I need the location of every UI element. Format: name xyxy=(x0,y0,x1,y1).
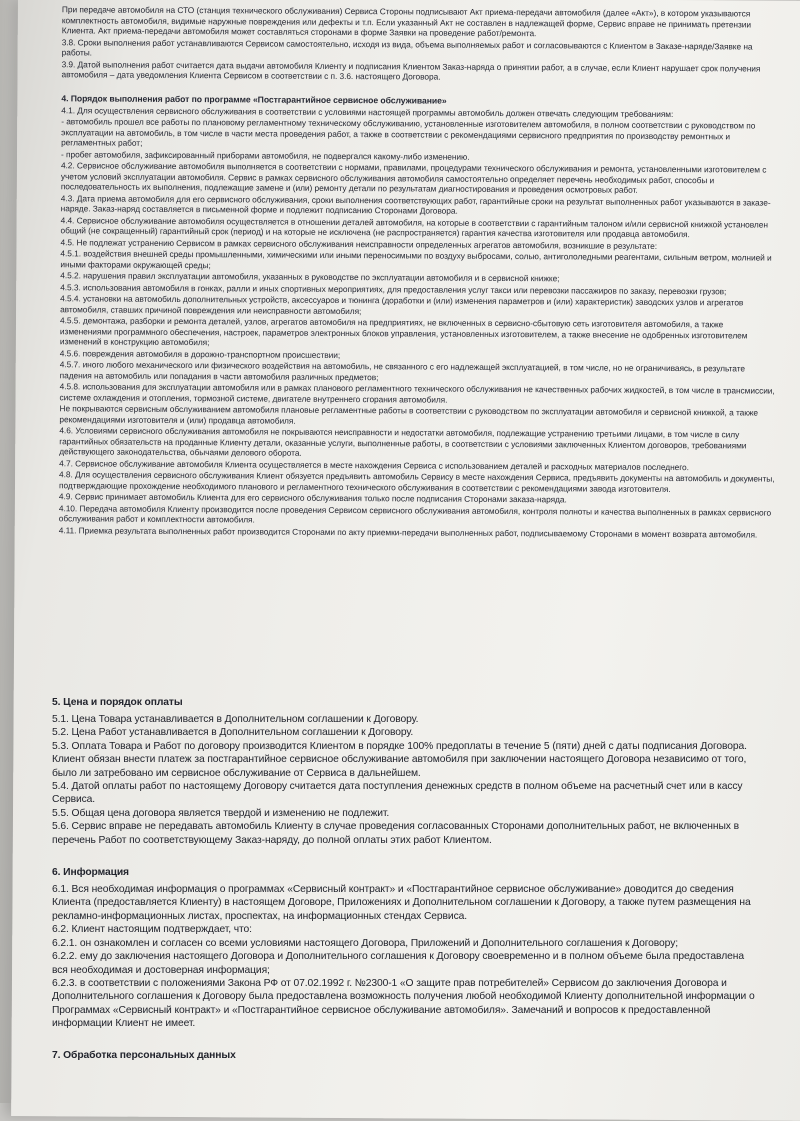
paragraph: 6.2. Клиент настоящим подтверждает, что: xyxy=(52,924,252,936)
paragraph: 4.11. Приемка результата выполненных работ производится Сторонами по акту приемки-передачи выполненных работ, подписываемому Сторонами в момент возврата автомобиля. xyxy=(58,524,758,540)
section-4-heading: 4. Порядок выполнения работ по программе «Постгарантийное сервисное обслуживание» xyxy=(61,92,447,106)
lower-text-block xyxy=(52,696,762,1066)
paragraph: 4.5.1. воздействия внешней среды промышленными, химическими или иными переносимыми по воздуху выбросами, солью, антигололедными реагентами, сильным ветром, молнией и иными факторами окружающей среды; xyxy=(60,248,772,270)
section-4-body xyxy=(59,105,778,540)
paragraph: 4.5. Не подлежат устранению Сервисом в рамках сервисного обслуживания неисправности определенных агрегатов автомобиля, возникшие в результате: xyxy=(60,236,658,251)
paragraph: 4.5.5. демонтажа, разборки и ремонта деталей, узлов, агрегатов автомобиля на предприятиях, не включенных в сервисно-сбытовую сеть изготовителя автомобиля, а также изменениями программного обеспечения, настроек, параметров электронных блоков управления, установленных изготовителем, а также внесение не одобренных изготовителем изменений в конструкцию автомобиля; xyxy=(59,315,748,348)
section-5 xyxy=(52,696,762,847)
paragraph: - пробег автомобиля, зафиксированный приборами автомобиля, не подвергался какому-либо изменению. xyxy=(61,148,470,162)
paragraph: 5.6. Сервис вправе не передавать автомобиль Клиенту в случае проведения согласованных Сторонами дополнительных работ, не включенных в перечень Работ по соответствующему Заказ-наряду, до полной оплаты этих работ Клиентом. xyxy=(52,821,739,846)
paragraph: 6.2.2. ему до заключения настоящего Договора и Дополнительного соглашения к Договору своевременно и в полном объеме была предоставлена вся необходимая и достоверная информация; xyxy=(52,951,744,976)
paragraph: 4.5.6. повреждения автомобиля в дорожно-транспортном происшествии; xyxy=(59,347,341,360)
paragraph: 4.1. Для осуществления сервисного обслуживания в соответствии с условиями настоящей программы автомобиль должен отвечать следующим требованиям: xyxy=(61,104,674,119)
paragraph: 4.5.8. использования для эксплуатации автомобиля или в рамках планового регламентного технического обслуживания не качественных рабочих жидкостей, в том числе в трансмиссии, системе охлаждения и отопления, тормозной системе, двигателе внутреннего сгорания автомобиля. xyxy=(59,381,775,405)
section-7-heading: 7. Обработка персональных данных xyxy=(52,1049,236,1061)
paragraph: 5.5. Общая цена договора является твердой и изменению не подлежит. xyxy=(52,807,390,819)
paragraph: 4.5.3. использования автомобиля в гонках, ралли и иных спортивных мероприятиях, для предоставления услуг такси или перевозки пассажиров по заказу, перевозки грузов; xyxy=(60,281,727,296)
section-5-heading: 5. Цена и порядок оплаты xyxy=(52,697,183,708)
paragraph: Не покрываются сервисным обслуживанием автомобиля плановые регламентные работы в соответствии с руководством по эксплуатации автомобиля и сервисной книжкой, а также рекомендациями изготовителя и (или) продавца автомобиля. xyxy=(59,403,758,426)
paragraph: 4.5.4. установки на автомобиль дополнительных устройств, аксессуаров и тюнинга (доработки и (или) изменения параметров и (или) характеристик) заводских узлов и агрегатов автомобиля, ставших причиной повреждения или неисправности автомобиля; xyxy=(60,293,744,316)
paragraph: 5.2. Цена Работ устанавливается в Дополнительном соглашении к Договору. xyxy=(52,727,414,739)
paragraph: 4.8. Для осуществления сервисного обслуживания Клиент обязуется предъявить автомобиль Сервису в месте нахождения Сервиса, предъявить документы на автомобиль и документы, подтверждающие прохождение необходимого планового и регламентного технического обслуживания в соответствии с рекомендациями завода изготовителя. xyxy=(58,469,775,494)
paragraph: 6.2.1. он ознакомлен и согласен со всеми условиями настоящего Договора, Приложений и Дополнительного соглашения к Договору; xyxy=(52,937,679,949)
paragraph: 4.7. Сервисное обслуживание автомобиля Клиента осуществляется в месте нахождения Сервиса с использованием деталей и расходных материалов последнего. xyxy=(59,457,689,472)
paragraph: 4.6. Условиями сервисного обслуживания автомобиля не покрываются неисправности и недостатки автомобиля, подлежащие устранению третьими лицами, в том числе в силу гарантийных обязательств на проданные Клиенту детали, оказанные услуги, выполненные работы, в соответствии с условиями заключенных Клиентом договоров, требованиями действующего законодательства, обычаями делового оборота. xyxy=(59,425,747,458)
paragraph: 6.2.3. в соответствии с положениями Закона РФ от 07.02.1992 г. №2300-1 «О защите прав потребителей» Сервисом до заключения Договора и Дополнительного соглашения к Договору была предоставлена возможность получения любой необходимой Клиенту дополнительной информации о Программах «Сервисный контракт» и «Постгарантийное сервисное обслуживание автомобиля». Замечаний и вопросов к предоставленной информации Клиент не имеет. xyxy=(52,977,755,1030)
upper-text-block xyxy=(59,4,778,540)
paragraph: 5.3. Оплата Товара и Работ по договору производится Клиентом в порядке 100% предоплаты в течение 5 (пяти) дней с даты подписания Договора. Клиент обязан внести платеж за постгарантийное сервисное обслуживание автомобиля при заключении настоящего Договора независимо от того, было ли затребовано им сервисное обслуживание от Сервиса в дальнейшем. xyxy=(52,740,747,779)
paragraph: 4.5.2. нарушения правил эксплуатации автомобиля, указанных в руководстве по эксплуатации автомобиля и в сервисной книжке; xyxy=(60,270,560,284)
paragraph: 4.2. Сервисное обслуживание автомобиля выполняется в соответствии с нормами, правилами, процедурами технического обслуживания и ремонта, установленными изготовителем с учетом условий эксплуатации автомобиля. Сервис в рамках сервисного обслуживания автомобиля самостоятельно определяет перечень необходимых работ, способы и последовательность их выполнения, подлежащие замене и (или) ремонту детали по результатам диагностирования и проведения осмотровых работ. xyxy=(60,160,767,195)
section-6-heading: 6. Информация xyxy=(52,867,129,879)
paragraph: 4.4. Сервисное обслуживание автомобиля осуществляется в отношении деталей автомобиля, на которые в соответствии с гарантийным талоном и/или сервисной книжкой установлен общий (не сокращенный) гарантийный срок (период) и на которые не исключена (не распространяется) гарантия качества изготовителя или продавца автомобиля. xyxy=(60,214,768,240)
paragraph: 5.1. Цена Товара устанавливается в Дополнительном соглашении к Договору. xyxy=(52,714,419,725)
paragraph: 4.3. Дата приема автомобиля для его сервисного обслуживания, сроки выполнения соответствующих работ, гарантийные сроки на результат выполненных работ указываются в заказе-наряде. Заказ-наряд составляется в письменной форме и подлежит подписанию Сторонами Договора. xyxy=(60,192,771,216)
paragraph: 4.10. Передача автомобиля Клиенту производится после проведения Сервисом сервисного обслуживания автомобиля, контроля полноты и качества выполненных в рамках сервисного обслуживания работ и комплектности автомобиля. xyxy=(58,502,772,525)
paragraph: 6.1. Вся необходимая информация о программах «Сервисный контракт» и «Постгарантийное сервисное обслуживание» доводится до сведения Клиента (предоставляется Клиенту) в настоящем Договоре, Приложениях и Дополнительном соглашении к Договору, а также путем размещения на рекламно-информационных листах, проспектах, на информационных стендах Сервиса. xyxy=(52,884,751,922)
paragraph: 4.5.7. иного любого механического или физического воздействия на автомобиль, не связанного с его надлежащей эксплуатацией, в том числе, но не ограничиваясь, в результате падения на автомобиль или попадания в части автомобиля различных предметов; xyxy=(59,359,746,382)
paragraph: 5.4. Датой оплаты работ по настоящему Договору считается дата поступления денежных средств в полном объеме на расчетный счет или в кассу Сервиса. xyxy=(52,781,743,806)
section-6 xyxy=(52,866,762,1030)
intro-paragraph: При передаче автомобиля на СТО (станция технического обслуживания) Сервиса Стороны подписывают Акт приема-передачи автомобиля (далее «Акт»), в котором указываются комплектность автомобиля, видимые наружные повреждения или дефекты и т.п. Если указанный Акт не составлен в надлежащей форме, Сервис вправе не принимать претензии Клиента. Акт приема-передачи автомобиля может составляться сторонами в форме Заявки на проведение работ/ремонта. xyxy=(61,4,752,39)
paragraph-3-8: 3.8. Сроки выполнения работ устанавливаются Сервисом самостоятельно, исходя из вида, объема выполняемых работ и согласовываются с Клиентом в Заказе-наряде/Заявке на работы. xyxy=(61,36,753,58)
paragraph: - автомобиль прошел все работы по плановому регламентному техническому обслуживанию, установленные изготовителем автомобиля, в полном соответствии с руководством по эксплуатации на автомобиль, в том числе в части места проведения работ, а также в соответствии с рекомендациями сервисного предприятия по производству ремонтных и регламентных работ; xyxy=(61,116,756,148)
paragraph-3-9: 3.9. Датой выполнения работ считается дата выдачи автомобиля Клиенту и подписания Клиентом Заказ-наряда о принятии работ, а в случае, если Клиент нарушает срок получения автомобиля – дата уведомления Клиента Сервисом в соответствии с п. 3.6. настоящего Договора. xyxy=(61,58,761,82)
paragraph: 4.9. Сервис принимает автомобиль Клиента для его сервисного обслуживания только после подписания Сторонами заказа-наряда. xyxy=(58,491,567,505)
